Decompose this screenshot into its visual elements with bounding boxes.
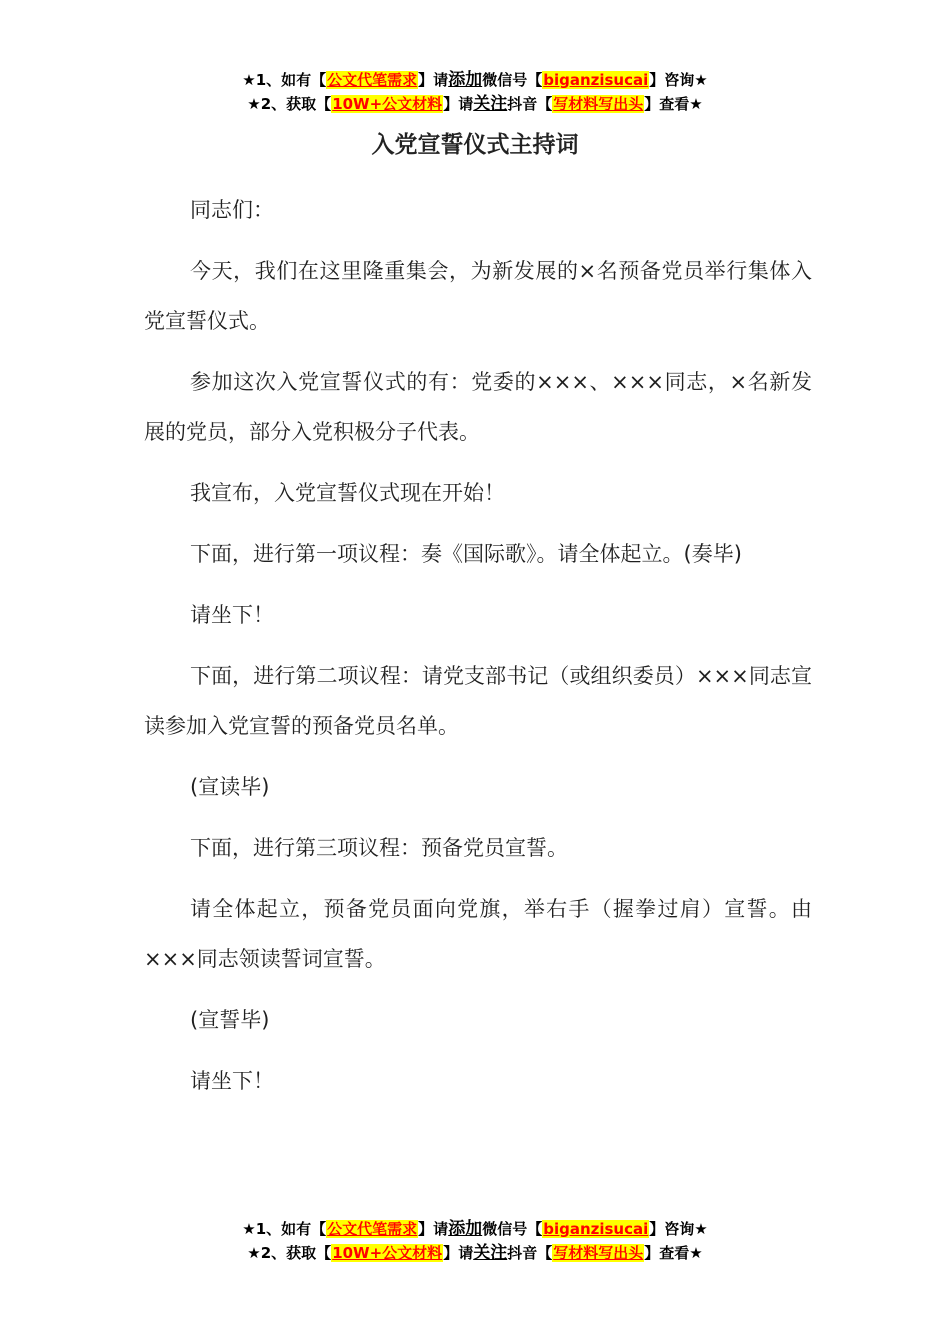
banner-line-2 xyxy=(0,1241,950,1265)
banner-text: 】查看★ xyxy=(644,1244,703,1262)
paragraph: 请全体起立，预备党员面向党旗，举右手（握拳过肩）宣誓。由×××同志领读誓词宣誓。 xyxy=(144,897,812,971)
banner-text: 微信号【 xyxy=(482,71,543,89)
banner-text: 】请 xyxy=(443,1244,474,1262)
banner-line-1 xyxy=(0,1217,950,1241)
footer-banner xyxy=(0,1217,950,1265)
banner-text: ★1、如有【 xyxy=(242,71,327,89)
banner-text: 抖音【 xyxy=(507,1244,553,1262)
paragraph: 下面，进行第三项议程：预备党员宣誓。 xyxy=(190,836,568,860)
banner-text: ★1、如有【 xyxy=(242,1220,327,1238)
paragraph: 参加这次入党宣誓仪式的有：党委的×××、×××同志，×名新发展的党员，部分入党积极分子代表。 xyxy=(144,370,812,444)
paragraph: 请坐下！ xyxy=(190,603,274,627)
banner-emphasis: 关注 xyxy=(473,94,508,114)
banner-douyin-id: 写材料写出头 xyxy=(553,1244,644,1262)
document-title: 入党宣誓仪式主持词 xyxy=(371,132,579,158)
paragraph: 下面，进行第二项议程：请党支部书记（或组织委员）×××同志宣读参加入党宣誓的预备党员名单。 xyxy=(144,664,812,738)
banner-text: 】咨询★ xyxy=(649,71,708,89)
banner-emphasis: 添加 xyxy=(448,1219,483,1239)
banner-highlight: 公文代笔需求 xyxy=(327,71,418,89)
banner-douyin-id: 写材料写出头 xyxy=(553,95,644,113)
banner-text: 微信号【 xyxy=(482,1220,543,1238)
paragraph: (宣誓毕) xyxy=(190,1008,270,1032)
banner-emphasis: 添加 xyxy=(448,70,483,90)
paragraph: 今天，我们在这里隆重集会，为新发展的×名预备党员举行集体入党宣誓仪式。 xyxy=(144,259,812,333)
paragraph: 我宣布，入党宣誓仪式现在开始！ xyxy=(190,481,505,505)
banner-text: 】咨询★ xyxy=(649,1220,708,1238)
paragraph: (宣读毕) xyxy=(190,775,270,799)
banner-highlight: 公文代笔需求 xyxy=(327,1220,418,1238)
banner-text: 】请 xyxy=(443,95,474,113)
banner-wechat-id: biganzisucai xyxy=(543,1220,649,1238)
header-banner xyxy=(0,68,950,116)
banner-text: ★2、获取【 xyxy=(247,1244,332,1262)
banner-line-1 xyxy=(0,68,950,92)
banner-highlight: 10W+公文材料 xyxy=(332,1244,443,1262)
banner-emphasis: 关注 xyxy=(473,1243,508,1263)
banner-line-2 xyxy=(0,92,950,116)
paragraph-greeting: 同志们： xyxy=(190,198,274,222)
document-body xyxy=(144,185,812,1117)
banner-text: 】查看★ xyxy=(644,95,703,113)
paragraph: 下面，进行第一项议程：奏《国际歌》。请全体起立。(奏毕) xyxy=(190,542,742,566)
banner-text: 抖音【 xyxy=(507,95,553,113)
banner-wechat-id: biganzisucai xyxy=(543,71,649,89)
banner-highlight: 10W+公文材料 xyxy=(332,95,443,113)
banner-text: ★2、获取【 xyxy=(247,95,332,113)
banner-text: 】请 xyxy=(418,71,449,89)
banner-text: 】请 xyxy=(418,1220,449,1238)
paragraph: 请坐下！ xyxy=(190,1069,274,1093)
